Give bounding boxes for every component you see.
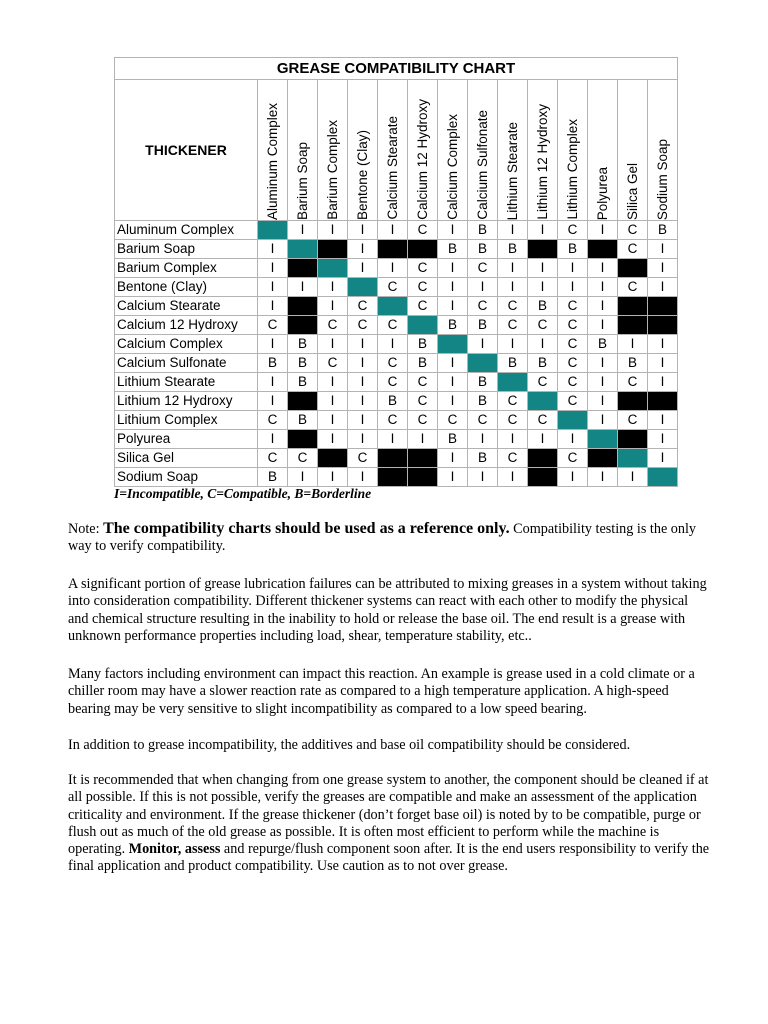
table-row bbox=[115, 449, 678, 468]
table-row bbox=[115, 430, 678, 449]
blank-cell bbox=[378, 468, 408, 487]
chart-legend: I=Incompatible, C=Compatible, B=Borderline bbox=[114, 486, 372, 501]
compatibility-cell: I bbox=[648, 430, 678, 449]
compatibility-cell: I bbox=[348, 259, 378, 278]
table-row bbox=[115, 316, 678, 335]
row-label: Calcium Complex bbox=[115, 335, 258, 354]
column-header-label: Calcium Stearate bbox=[385, 116, 400, 220]
row-label: Barium Complex bbox=[115, 259, 258, 278]
compatibility-cell: I bbox=[438, 373, 468, 392]
table-row bbox=[115, 373, 678, 392]
blank-cell bbox=[648, 392, 678, 411]
compatibility-cell: I bbox=[618, 335, 648, 354]
compatibility-cell: C bbox=[618, 278, 648, 297]
compatibility-cell: B bbox=[558, 240, 588, 259]
column-header bbox=[318, 80, 348, 221]
compatibility-cell: B bbox=[438, 240, 468, 259]
compatibility-cell: C bbox=[438, 411, 468, 430]
compatibility-cell: B bbox=[468, 392, 498, 411]
compatibility-cell: I bbox=[438, 392, 468, 411]
note-prefix: Note: bbox=[68, 521, 104, 537]
blank-cell bbox=[288, 430, 318, 449]
compatibility-cell: I bbox=[378, 335, 408, 354]
blank-cell bbox=[318, 240, 348, 259]
compatibility-cell: C bbox=[378, 373, 408, 392]
same-thickener-cell bbox=[498, 373, 528, 392]
column-header bbox=[288, 80, 318, 221]
compatibility-cell: C bbox=[528, 373, 558, 392]
blank-cell bbox=[318, 449, 348, 468]
compatibility-cell: I bbox=[528, 335, 558, 354]
column-header bbox=[258, 80, 288, 221]
compatibility-cell: B bbox=[288, 335, 318, 354]
compatibility-cell: I bbox=[318, 411, 348, 430]
row-label: Polyurea bbox=[115, 430, 258, 449]
compatibility-cell: I bbox=[258, 392, 288, 411]
blank-cell bbox=[408, 468, 438, 487]
paragraph-environment-factors bbox=[68, 666, 712, 718]
compatibility-cell: I bbox=[588, 221, 618, 240]
compatibility-cell: C bbox=[378, 278, 408, 297]
compatibility-cell: C bbox=[498, 392, 528, 411]
blank-cell bbox=[648, 316, 678, 335]
compatibility-cell: C bbox=[258, 449, 288, 468]
compatibility-cell: C bbox=[258, 411, 288, 430]
column-header bbox=[618, 80, 648, 221]
compatibility-cell: C bbox=[528, 316, 558, 335]
compatibility-cell: B bbox=[468, 373, 498, 392]
compatibility-cell: I bbox=[468, 430, 498, 449]
compatibility-cell: B bbox=[468, 449, 498, 468]
compatibility-cell: I bbox=[318, 297, 348, 316]
table-row bbox=[115, 392, 678, 411]
blank-cell bbox=[378, 240, 408, 259]
compatibility-cell: I bbox=[648, 411, 678, 430]
column-header-label: Lithium 12 Hydroxy bbox=[535, 104, 550, 220]
blank-cell bbox=[408, 449, 438, 468]
compatibility-cell: I bbox=[648, 259, 678, 278]
column-header bbox=[558, 80, 588, 221]
compatibility-cell: C bbox=[618, 240, 648, 259]
column-header bbox=[438, 80, 468, 221]
compatibility-cell: I bbox=[648, 278, 678, 297]
compatibility-cell: C bbox=[498, 297, 528, 316]
recommendation-part-1: It is recommended that when changing from one grease system to another, the component should be cleaned if at all possible. If this is not possible, verify the greases are compatible and make an assessment of the application criticality and environment. If the grease thickener (don’t forget base oil) is noted by to be compatible, purge or flush out as much of the old grease as possible. It is often most efficient to perform while the machine is operating. bbox=[68, 772, 709, 858]
compatibility-cell: C bbox=[558, 449, 588, 468]
compatibility-cell: I bbox=[588, 259, 618, 278]
row-label: Silica Gel bbox=[115, 449, 258, 468]
chart-title: GREASE COMPATIBILITY CHART bbox=[115, 58, 678, 80]
compatibility-cell: B bbox=[528, 354, 558, 373]
paragraph-text: A significant portion of grease lubrication failures can be attributed to mixing greases in a system without taking into consideration compatibility. Different thickener systems can react with each other to modify the physical and chemical structure resulting in the inability to hold or release the base oil. The end result is a grease with unknown performance properties including load, shear, temperature stability, etc.. bbox=[68, 576, 707, 644]
compatibility-cell: C bbox=[558, 221, 588, 240]
compatibility-cell: B bbox=[468, 240, 498, 259]
compatibility-cell: I bbox=[348, 373, 378, 392]
compatibility-cell: I bbox=[498, 259, 528, 278]
column-header-label: Polyurea bbox=[595, 166, 610, 220]
compatibility-cell: C bbox=[318, 354, 348, 373]
table-row bbox=[115, 354, 678, 373]
compatibility-cell: C bbox=[348, 297, 378, 316]
same-thickener-cell bbox=[348, 278, 378, 297]
compatibility-cell: C bbox=[558, 373, 588, 392]
compatibility-cell: I bbox=[258, 240, 288, 259]
blank-cell bbox=[618, 316, 648, 335]
compatibility-cell: C bbox=[558, 354, 588, 373]
compatibility-cell: C bbox=[498, 449, 528, 468]
row-label: Barium Soap bbox=[115, 240, 258, 259]
compatibility-cell: C bbox=[288, 449, 318, 468]
column-header-label: Calcium Sulfonate bbox=[475, 110, 490, 220]
column-header-label: Aluminum Complex bbox=[265, 102, 280, 220]
compatibility-cell: I bbox=[588, 354, 618, 373]
blank-cell bbox=[288, 316, 318, 335]
compatibility-cell: B bbox=[498, 354, 528, 373]
same-thickener-cell bbox=[258, 221, 288, 240]
compatibility-cell: I bbox=[588, 297, 618, 316]
compatibility-cell: I bbox=[588, 411, 618, 430]
compatibility-cell: I bbox=[258, 278, 288, 297]
column-header bbox=[348, 80, 378, 221]
table-row bbox=[115, 278, 678, 297]
compatibility-cell: I bbox=[438, 449, 468, 468]
compatibility-cell: I bbox=[348, 430, 378, 449]
compatibility-cell: C bbox=[408, 392, 438, 411]
compatibility-cell: I bbox=[438, 221, 468, 240]
compatibility-cell: I bbox=[588, 468, 618, 487]
compatibility-cell: I bbox=[558, 468, 588, 487]
column-header-label: Barium Soap bbox=[295, 141, 310, 220]
compatibility-cell: I bbox=[288, 221, 318, 240]
paragraph-mixing-failures bbox=[68, 576, 712, 645]
table-row bbox=[115, 297, 678, 316]
compatibility-cell: I bbox=[438, 354, 468, 373]
grease-compatibility-table bbox=[114, 57, 678, 487]
compatibility-cell: I bbox=[288, 468, 318, 487]
compatibility-cell: C bbox=[378, 354, 408, 373]
column-header bbox=[528, 80, 558, 221]
same-thickener-cell bbox=[468, 354, 498, 373]
column-header bbox=[648, 80, 678, 221]
row-label: Calcium Sulfonate bbox=[115, 354, 258, 373]
compatibility-cell: B bbox=[258, 354, 288, 373]
compatibility-cell: C bbox=[528, 411, 558, 430]
compatibility-cell: C bbox=[408, 278, 438, 297]
compatibility-cell: C bbox=[378, 316, 408, 335]
compatibility-cell: B bbox=[498, 240, 528, 259]
note-emphasis: The compatibility charts should be used as a reference only. bbox=[103, 520, 510, 537]
row-label: Lithium Stearate bbox=[115, 373, 258, 392]
compatibility-cell: C bbox=[408, 297, 438, 316]
column-header-label: Barium Complex bbox=[325, 120, 340, 220]
compatibility-cell: I bbox=[318, 335, 348, 354]
compatibility-cell: C bbox=[348, 449, 378, 468]
table-row bbox=[115, 259, 678, 278]
blank-cell bbox=[528, 449, 558, 468]
compatibility-cell: B bbox=[288, 411, 318, 430]
compatibility-cell: C bbox=[558, 297, 588, 316]
compatibility-cell: B bbox=[408, 335, 438, 354]
table-row bbox=[115, 240, 678, 259]
compatibility-cell: B bbox=[438, 430, 468, 449]
column-header bbox=[588, 80, 618, 221]
compatibility-cell: I bbox=[468, 468, 498, 487]
compatibility-cell: I bbox=[588, 373, 618, 392]
compatibility-cell: B bbox=[528, 297, 558, 316]
compatibility-cell: I bbox=[318, 430, 348, 449]
blank-cell bbox=[288, 259, 318, 278]
compatibility-cell: I bbox=[438, 259, 468, 278]
compatibility-cell: B bbox=[258, 468, 288, 487]
compatibility-cell: I bbox=[258, 335, 288, 354]
row-label: Bentone (Clay) bbox=[115, 278, 258, 297]
blank-cell bbox=[588, 449, 618, 468]
compatibility-cell: C bbox=[618, 373, 648, 392]
compatibility-cell: I bbox=[558, 259, 588, 278]
compatibility-cell: I bbox=[468, 335, 498, 354]
paragraph-text: In addition to grease incompatibility, the additives and base oil compatibility should be considered. bbox=[68, 737, 631, 753]
compatibility-cell: I bbox=[648, 240, 678, 259]
table-row bbox=[115, 468, 678, 487]
same-thickener-cell bbox=[558, 411, 588, 430]
compatibility-cell: C bbox=[558, 316, 588, 335]
paragraph-text: Many factors including environment can impact this reaction. An example is grease used in a cold climate or a chiller room may have a slower reaction rate as compared to a high temperature application. A high-speed bearing may be very sensitive to slight incompatibility as compared to a low speed bearing. bbox=[68, 666, 695, 717]
row-label: Lithium Complex bbox=[115, 411, 258, 430]
compatibility-cell: B bbox=[468, 316, 498, 335]
compatibility-cell: B bbox=[438, 316, 468, 335]
compatibility-cell: I bbox=[498, 221, 528, 240]
blank-cell bbox=[528, 240, 558, 259]
compatibility-cell: I bbox=[258, 297, 288, 316]
blank-cell bbox=[378, 449, 408, 468]
row-label: Lithium 12 Hydroxy bbox=[115, 392, 258, 411]
compatibility-cell: B bbox=[408, 354, 438, 373]
compatibility-cell: C bbox=[468, 259, 498, 278]
compatibility-cell: I bbox=[288, 278, 318, 297]
compatibility-cell: C bbox=[468, 411, 498, 430]
table-row bbox=[115, 335, 678, 354]
same-thickener-cell bbox=[288, 240, 318, 259]
column-header-label: Calcium 12 Hydroxy bbox=[415, 99, 430, 220]
compatibility-cell: I bbox=[348, 411, 378, 430]
compatibility-cell: I bbox=[588, 278, 618, 297]
same-thickener-cell bbox=[528, 392, 558, 411]
column-header bbox=[468, 80, 498, 221]
compatibility-cell: C bbox=[558, 335, 588, 354]
column-header-label: Lithium Stearate bbox=[505, 121, 520, 220]
blank-cell bbox=[408, 240, 438, 259]
note-paragraph bbox=[68, 520, 712, 556]
compatibility-cell: I bbox=[378, 259, 408, 278]
compatibility-cell: I bbox=[588, 392, 618, 411]
paragraph-additives bbox=[68, 737, 712, 754]
blank-cell bbox=[588, 240, 618, 259]
same-thickener-cell bbox=[588, 430, 618, 449]
column-header bbox=[378, 80, 408, 221]
thickener-header: THICKENER bbox=[115, 80, 258, 221]
compatibility-cell: I bbox=[498, 468, 528, 487]
column-header-label: Lithium Complex bbox=[565, 119, 580, 220]
compatibility-cell: C bbox=[618, 411, 648, 430]
table-row bbox=[115, 411, 678, 430]
compatibility-cell: B bbox=[378, 392, 408, 411]
compatibility-cell: I bbox=[528, 221, 558, 240]
compatibility-cell: I bbox=[528, 430, 558, 449]
paragraph-recommendation bbox=[68, 772, 712, 876]
compatibility-cell: B bbox=[588, 335, 618, 354]
compatibility-cell: I bbox=[648, 373, 678, 392]
compatibility-cell: B bbox=[618, 354, 648, 373]
same-thickener-cell bbox=[618, 449, 648, 468]
row-label: Calcium Stearate bbox=[115, 297, 258, 316]
column-header-label: Sodium Soap bbox=[655, 138, 671, 220]
blank-cell bbox=[648, 297, 678, 316]
same-thickener-cell bbox=[438, 335, 468, 354]
compatibility-cell: B bbox=[288, 354, 318, 373]
blank-cell bbox=[528, 468, 558, 487]
compatibility-cell: I bbox=[648, 354, 678, 373]
compatibility-cell: I bbox=[348, 335, 378, 354]
compatibility-cell: I bbox=[318, 221, 348, 240]
column-header-row bbox=[115, 80, 678, 221]
column-header-label: Bentone (Clay) bbox=[355, 129, 370, 220]
compatibility-cell: I bbox=[318, 373, 348, 392]
compatibility-cell: I bbox=[378, 430, 408, 449]
compatibility-cell: C bbox=[408, 373, 438, 392]
compatibility-cell: I bbox=[348, 240, 378, 259]
recommendation-part-2: and repurge/flush component soon after. It is the end users responsibility to verify the final application and product compatibility. Use caution as to not over grease. bbox=[68, 841, 710, 875]
compatibility-cell: C bbox=[408, 221, 438, 240]
same-thickener-cell bbox=[378, 297, 408, 316]
compatibility-cell: I bbox=[558, 278, 588, 297]
compatibility-cell: I bbox=[258, 430, 288, 449]
compatibility-cell: I bbox=[318, 468, 348, 487]
column-header bbox=[408, 80, 438, 221]
column-header-label: Calcium Complex bbox=[445, 114, 460, 220]
compatibility-cell: I bbox=[648, 449, 678, 468]
compatibility-cell: B bbox=[468, 221, 498, 240]
compatibility-cell: I bbox=[498, 430, 528, 449]
compatibility-cell: C bbox=[378, 411, 408, 430]
compatibility-cell: I bbox=[648, 335, 678, 354]
compatibility-cell: C bbox=[258, 316, 288, 335]
table-row bbox=[115, 221, 678, 240]
compatibility-cell: I bbox=[498, 335, 528, 354]
compatibility-cell: I bbox=[438, 278, 468, 297]
compatibility-cell: C bbox=[318, 316, 348, 335]
compatibility-cell: C bbox=[408, 259, 438, 278]
compatibility-cell: I bbox=[498, 278, 528, 297]
compatibility-cell: I bbox=[318, 278, 348, 297]
compatibility-cell: I bbox=[588, 316, 618, 335]
compatibility-cell: C bbox=[498, 316, 528, 335]
compatibility-cell: I bbox=[528, 278, 558, 297]
compatibility-cell: I bbox=[258, 373, 288, 392]
column-header bbox=[498, 80, 528, 221]
chart-body bbox=[115, 221, 678, 487]
blank-cell bbox=[618, 297, 648, 316]
compatibility-cell: I bbox=[438, 297, 468, 316]
column-header-label: Silica Gel bbox=[625, 162, 640, 220]
compatibility-cell: C bbox=[498, 411, 528, 430]
compatibility-cell: I bbox=[528, 259, 558, 278]
compatibility-cell: I bbox=[348, 221, 378, 240]
blank-cell bbox=[618, 259, 648, 278]
blank-cell bbox=[618, 392, 648, 411]
compatibility-cell: I bbox=[348, 354, 378, 373]
same-thickener-cell bbox=[318, 259, 348, 278]
compatibility-cell: I bbox=[408, 430, 438, 449]
compatibility-cell: I bbox=[618, 468, 648, 487]
compatibility-cell: C bbox=[618, 221, 648, 240]
same-thickener-cell bbox=[648, 468, 678, 487]
compatibility-cell: I bbox=[318, 392, 348, 411]
compatibility-cell: B bbox=[648, 221, 678, 240]
blank-cell bbox=[618, 430, 648, 449]
compatibility-cell: I bbox=[468, 278, 498, 297]
compatibility-cell: C bbox=[468, 297, 498, 316]
blank-cell bbox=[288, 392, 318, 411]
compatibility-cell: I bbox=[348, 392, 378, 411]
recommendation-emphasis: Monitor, assess bbox=[128, 841, 221, 858]
note-suffix: Compatibility testing is the only way to verify compatibility. bbox=[68, 521, 697, 555]
blank-cell bbox=[288, 297, 318, 316]
compatibility-cell: I bbox=[378, 221, 408, 240]
compatibility-cell: C bbox=[408, 411, 438, 430]
compatibility-cell: C bbox=[348, 316, 378, 335]
compatibility-cell: I bbox=[438, 468, 468, 487]
compatibility-cell: I bbox=[258, 259, 288, 278]
row-label: Calcium 12 Hydroxy bbox=[115, 316, 258, 335]
compatibility-cell: B bbox=[288, 373, 318, 392]
compatibility-cell: I bbox=[348, 468, 378, 487]
compatibility-cell: I bbox=[558, 430, 588, 449]
row-label: Sodium Soap bbox=[115, 468, 258, 487]
compatibility-cell: C bbox=[558, 392, 588, 411]
same-thickener-cell bbox=[408, 316, 438, 335]
row-label: Aluminum Complex bbox=[115, 221, 258, 240]
